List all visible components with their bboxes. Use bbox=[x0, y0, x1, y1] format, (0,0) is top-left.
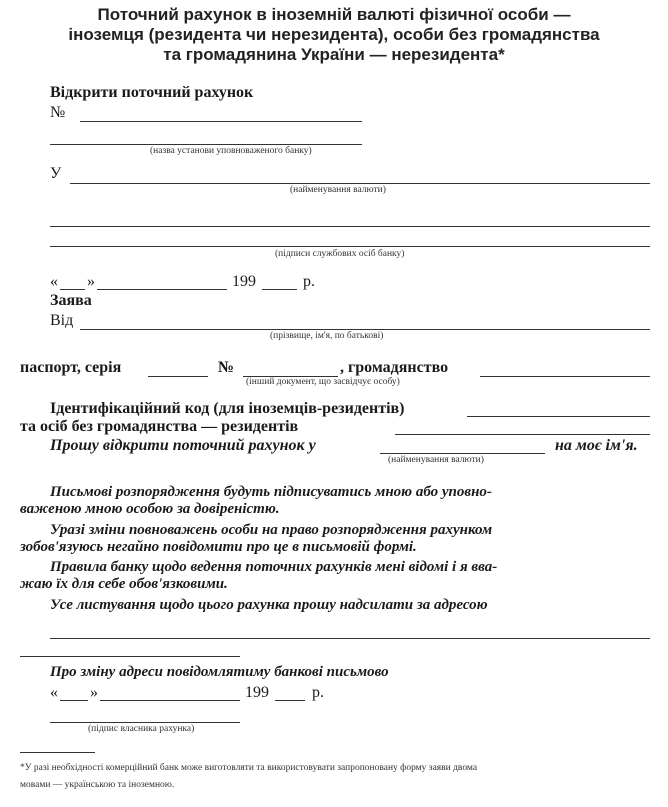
footnote-line-2: мовами — українською та іноземною. bbox=[20, 780, 175, 790]
signature-date-day-field[interactable] bbox=[60, 700, 88, 701]
date-day-field[interactable] bbox=[60, 289, 85, 290]
date-quote-open: « bbox=[50, 273, 58, 290]
currency-caption: (найменування валюти) bbox=[290, 185, 386, 195]
citizenship-field[interactable] bbox=[480, 376, 650, 377]
signature-date-quote-close: » bbox=[90, 684, 98, 701]
request-currency-caption: (найменування валюти) bbox=[388, 455, 484, 465]
paragraph-2-line-2: зобов'язуюсь негайно повідомити про це в письмовій формі. bbox=[20, 539, 417, 555]
signature-date-year-prefix: 199 bbox=[245, 684, 269, 701]
from-label: Від bbox=[50, 312, 74, 329]
paragraph-1-line-1: Письмові розпорядження будуть підписуватись мною або уповно- bbox=[50, 484, 492, 500]
id-code-field-cont[interactable] bbox=[395, 434, 650, 435]
title-line-1: Поточний рахунок в іноземній валюті фізичної особи — bbox=[97, 5, 571, 24]
paragraph-1-line-2: важеною мною особою за довіреністю. bbox=[20, 501, 280, 517]
bank-signatures-caption: (підписи службових осіб банку) bbox=[275, 249, 405, 259]
footnote-separator bbox=[20, 752, 95, 753]
citizenship-label: , громадянство bbox=[340, 359, 449, 376]
id-code-field[interactable] bbox=[467, 416, 650, 417]
passport-number-label: № bbox=[218, 359, 235, 376]
account-number-field[interactable] bbox=[80, 121, 362, 122]
open-account-heading: Відкрити поточний рахунок bbox=[50, 84, 254, 101]
name-caption: (прізвище, ім'я, по батькові) bbox=[270, 331, 384, 341]
bank-name-field[interactable] bbox=[50, 144, 362, 145]
id-code-label: Ідентифікаційний код (для іноземців-резидентів) bbox=[50, 400, 405, 417]
title-line-3: та громадянина України — нерезидента* bbox=[163, 45, 505, 64]
currency-in-label: У bbox=[50, 165, 62, 182]
address-field-1[interactable] bbox=[50, 638, 650, 639]
date-year-suffix: р. bbox=[303, 273, 315, 290]
paragraph-3-line-1: Правила банку щодо ведення поточних рахунків мені відомі і я вва- bbox=[50, 559, 498, 575]
address-field-2[interactable] bbox=[20, 656, 240, 657]
signature-date-month-field[interactable] bbox=[100, 700, 240, 701]
paragraph-3-line-2: жаю їх для себе обов'язковими. bbox=[20, 576, 228, 592]
date-year-field[interactable] bbox=[262, 289, 297, 290]
signature-date-year-field[interactable] bbox=[275, 700, 305, 701]
footnote-line-1: *У разі необхідності комерційний банк може виготовляти та використовувати запропоновану форму заяви двома bbox=[20, 763, 478, 773]
signature-date-quote-open: « bbox=[50, 684, 58, 701]
paragraph-5: Про зміну адреси повідомлятиму банкові письмово bbox=[50, 664, 389, 680]
account-number-label: № bbox=[50, 104, 66, 121]
date-quote-close: » bbox=[87, 273, 95, 290]
id-code-label-cont: та осіб без громадянства — резидентів bbox=[20, 418, 299, 435]
date-year-prefix: 199 bbox=[232, 273, 256, 290]
request-text-end: на моє ім'я. bbox=[555, 437, 638, 454]
bank-signature-field-1[interactable] bbox=[50, 226, 650, 227]
request-currency-field[interactable] bbox=[380, 453, 545, 454]
document-caption: (інший документ, що засвідчує особу) bbox=[246, 377, 400, 387]
request-text: Прошу відкрити поточний рахунок у bbox=[50, 437, 316, 454]
bank-name-caption: (назва установи уповноваженого банку) bbox=[150, 146, 312, 156]
title-line-2: іноземця (резидента чи нерезидента), особи без громадянства bbox=[68, 25, 600, 44]
owner-signature-caption: (підпис власника рахунка) bbox=[88, 724, 195, 734]
owner-signature-field[interactable] bbox=[50, 722, 240, 723]
date-month-field[interactable] bbox=[97, 289, 227, 290]
signature-date-year-suffix: р. bbox=[312, 684, 324, 701]
currency-field[interactable] bbox=[70, 183, 650, 184]
application-heading: Заява bbox=[50, 292, 92, 309]
passport-series-label: паспорт, серія bbox=[20, 359, 122, 376]
form-title bbox=[20, 5, 648, 65]
paragraph-2-line-1: Уразі зміни повноважень особи на право розпорядження рахунком bbox=[50, 522, 493, 538]
bank-signature-field-2[interactable] bbox=[50, 246, 650, 247]
applicant-name-field[interactable] bbox=[80, 329, 650, 330]
passport-series-field[interactable] bbox=[148, 376, 208, 377]
paragraph-4: Усе листування щодо цього рахунка прошу надсилати за адресою bbox=[50, 597, 488, 613]
